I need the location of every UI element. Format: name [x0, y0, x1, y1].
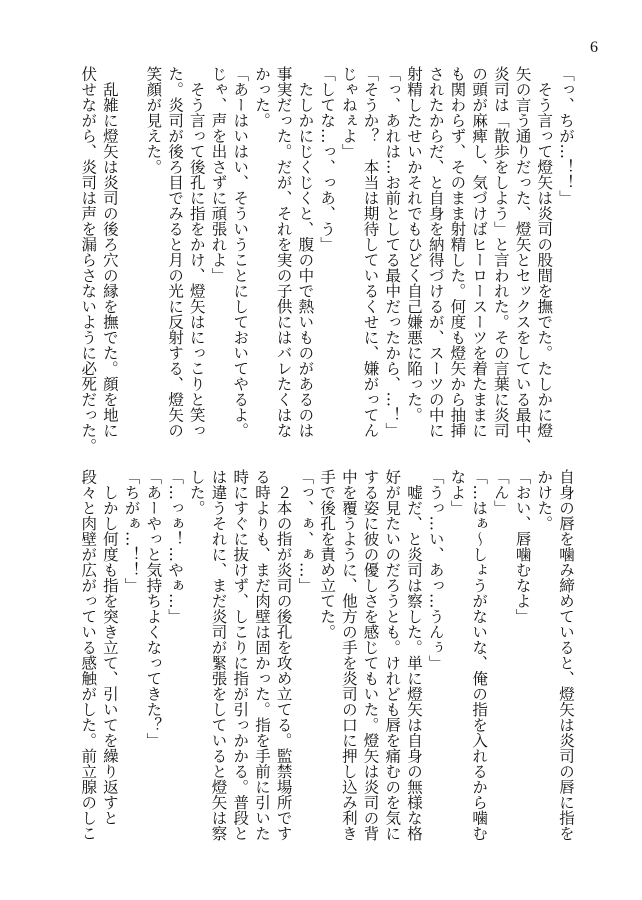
text-line: 「っ、ちが…！！」 [557, 66, 575, 206]
text-line: 「っ、あれは…お前としてる最中だったから、…！」 [383, 66, 402, 438]
text-line: ２本の指が炎司の後孔を攻め立てる。監禁場所です [274, 469, 293, 841]
lower-text-block [76, 469, 576, 841]
text-line: 「そうか？ 本当は期待しているくせに、嫌がってん [361, 66, 380, 438]
text-line: 「うっ…い、あっ…うんぅ」 [426, 469, 445, 671]
text-line: 「してな…っ、っあ、う」 [318, 66, 337, 252]
text-line: 中を覆うように、他方の手を炎司の口に押し込み利き [339, 469, 358, 841]
page-number: 6 [590, 39, 598, 56]
text-line: 嘘だ、と炎司は察した。単に燈矢は自身の無様な格 [404, 469, 423, 841]
text-line: 「…はぁ〜しょうがないな、俺の指を入れるから噛む [470, 469, 489, 841]
text-line: かけた。 [535, 469, 554, 531]
text-line: 伏せながら、炎司は声を漏らさないように必死だった。 [79, 66, 98, 454]
text-line: 「っ、ぁ、ぁ…」 [296, 469, 315, 593]
text-line: じゃ、声を出さずに頑張れよ」 [209, 66, 228, 283]
text-line: たしかにじくじくと、腹の中で熱いものがあるのは [296, 66, 315, 438]
text-line: なよ」 [448, 469, 467, 516]
text-line: 事実だった。だが、それを実の子供にはバレたくはな [274, 66, 293, 438]
upper-text-block [76, 66, 576, 454]
text-line: 炎司は「散歩をしよう」と言われた。その言葉に炎司 [491, 66, 510, 438]
text-line: 「あーはいはい、そういうことにしておいてやるよ。 [231, 66, 250, 438]
text-line: じゃねぇよ」 [339, 66, 358, 159]
text-line: は違うそれに、まだ炎司が緊張をしていると燈矢は察 [209, 469, 228, 841]
text-line: も関わらず、そのまま射精した。何度も燈矢から抽挿 [448, 66, 467, 438]
text-line: 手で後孔を責め立てた。 [318, 469, 337, 640]
text-line: る時よりも、まだ肉壁は固かった。指を手前に引いた [252, 469, 271, 841]
text-line: そう言って燈矢は炎司の股間を撫でた。たしかに燈 [535, 66, 554, 438]
text-line: 段々と肉壁が広がっている感触がした。前立腺のしこ [79, 469, 98, 841]
text-line: 「おい、唇噛むなよ」 [513, 469, 532, 624]
text-line: 「ん」 [491, 469, 510, 516]
text-line: の頭が麻痺し、気づけばヒーロースーツを着たままに [470, 66, 489, 438]
text-line: しかし何度も指を突き立て、引いてを繰り返すと [100, 469, 119, 826]
blank-line [120, 66, 142, 438]
text-line: 乱雑に燈矢は炎司の後ろ穴の縁を撫でた。顔を地に [100, 66, 119, 438]
text-line: 好が見たいのだろうとも。けれども唇を痛むのを気に [383, 469, 402, 841]
text-line: されたからだ、と自身を納得づけるが、スーツの中に [426, 66, 445, 438]
text-line: 時にすぐに抜けず、しこりに指が引っかかる。普段と [231, 469, 250, 841]
text-line: 「ちがぁ…！！」 [122, 469, 141, 593]
text-line: た。炎司が後ろ目でみると月の光に反射する、燈矢の [166, 66, 185, 438]
text-line: 自身の唇を噛み締めていると、燈矢は炎司の唇に指を [557, 469, 575, 841]
text-line: 笑顔が見えた。 [144, 66, 163, 175]
text-line: 矢の言う通りだった、燈矢とセックスをしている最中、 [513, 66, 532, 454]
text-line: かった。 [252, 66, 271, 128]
text-line: 「…っぁ！…やぁ…」 [166, 469, 185, 624]
text-line: した。 [187, 469, 206, 516]
text-line: 「あーやっと気持ちよくなってきた？」 [144, 469, 163, 748]
text-line: そう言って後孔に指をかけ、燈矢はにっこりと笑っ [187, 66, 206, 438]
text-line: 射精したせいかそれでもひどく自己嫌悪に陥った。 [404, 66, 423, 423]
text-line: する姿に彼の優しさを感じてもいた。燈矢は炎司の背 [361, 469, 380, 841]
